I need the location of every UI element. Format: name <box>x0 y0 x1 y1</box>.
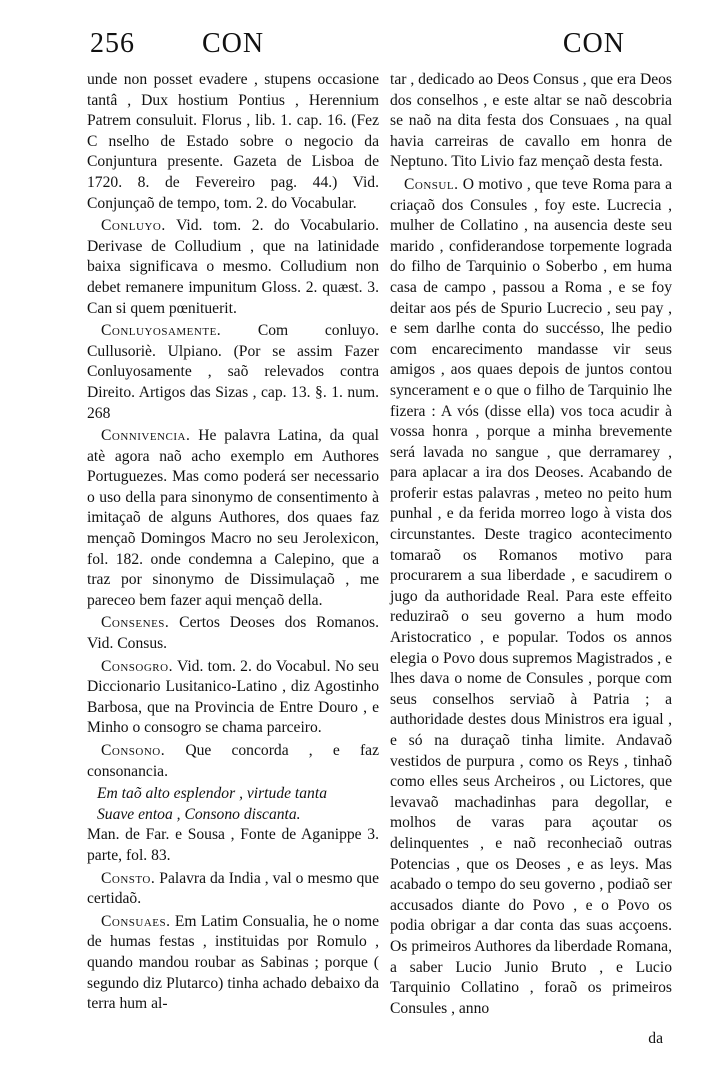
entry-connivencia: Connivencia. He palavra Latina, da qual atè agora naõ acho exemplo em Authores Portuguezes. Mas como poderá ser necessario o uso della para sinonymo de consentimento à imitaçaõ de alguns Authores, dos quaes faz mençaõ Domingos Macro no seu Jerolexicon, fol. 182. onde condemna a Calepino, que a traz por sinonymo de Dissimulaçaõ , me pareceo bem fazer aqui mençaõ della. <box>87 427 379 609</box>
verse-line: Em taõ alto esplendor , virtude tanta <box>97 785 327 803</box>
page-number: 256 <box>90 28 135 59</box>
headword: Consto. <box>101 869 156 887</box>
right-column <box>390 70 672 1021</box>
headword: Consono. <box>101 742 166 759</box>
entry-consto: Consto. Palavra da India , val o mesmo que certidaõ. <box>87 869 379 908</box>
headword: Conluyosamente. <box>101 322 222 340</box>
entry-consogro: Consogro. Vid. tom. 2. do Vocabul. No seu Diccionario Lusitanico-Latino , diz Agostinho Barbosa, que na Provincia de Entre Douro , e Minho o consogro se chama parceiro. <box>87 657 379 737</box>
page-header <box>90 28 661 68</box>
headword: Consuaes. <box>101 912 171 930</box>
running-head-left: CON <box>202 28 265 59</box>
entry-continuation: unde non posset evadere , stupens occasione tantâ , Dux hostium Pontius , Herennium Patrem consuluit. Florus , lib. 1. cap. 16. (Fez C nselho de Estado sobre o negocio da Conjuntura presente. Gazeta de Lisboa de 1720. 8. de Fevereiro pag. 44.) Vid. Conjunçaõ de tempo, tom. 2. do Vocabular. <box>87 71 379 212</box>
entry-continuation: tar , dedicado ao Deos Consus , que era Deos dos conselhos , e este altar se naõ descobria se naõ na dita festa dos Consuaes , na qual havia carreiras de cavallo em honra de Neptuno. Tito Livio faz mençaõ desta festa. <box>390 71 672 171</box>
entry-consenes: Consenes. Certos Deoses dos Romanos. Vid. Consus. <box>87 614 379 653</box>
entry-conluyosamente: Conluyosamente. Com conluyo. Cullusoriè. Ulpiano. (Por se assim Fazer Conluyosamente , saõ relevados contra Direito. Artigos das Sizas , cap. 13. §. 1. num. 268 <box>87 322 379 422</box>
headword: Consogro. <box>101 657 173 675</box>
entry-consono: Consono. Que concorda , e faz consonancia. <box>87 742 379 780</box>
headword: Connivencia. <box>101 427 191 445</box>
headword: Conluyo. <box>101 217 166 235</box>
headword: Consenes. <box>101 614 170 632</box>
entry-conluyo: Conluyo. Vid. tom. 2. do Vocabulario. Derivase de Colludium , que na latinidade baixa significava o mesmo. Colludium non debet remanere impunitum Gloss. 2. quæst. 3. Can si quem pœnituerit. <box>87 217 379 317</box>
catchword: da <box>648 1030 663 1047</box>
entry-consuaes: Consuaes. Em Latim Consualia, he o nome de humas festas , instituidas por Romulo , quando mandou roubar as Sabinas ; porque ( segundo diz Plutarco) tinha achado debaixo da terra hum al- <box>87 912 379 1013</box>
citation: Man. de Far. e Sousa , Fonte de Aganippe 3. parte, fol. 83. <box>87 826 379 864</box>
entry-consul: Consul. O motivo , que teve Roma para a criaçaõ dos Consules , foy este. Lucrecia , mulher de Collatino , na ausencia deste seu marido , confiderandose torpemente lograda do filho de Tarquinio o Soberbo , em huma casa de campo , passou a Roma , e se foy deitar aos pés de Spurio Lucrecio , seu pay , e sem darlhe conta do succésso, lhe pedio com encarecimento mandasse vir seus amigos , aos quaes depois de juntos contou syncerament e o que o filho de Tarquinio lhe fizera : A vós (disse ella) vos toca acudir à vossa honra , porque a minha brevemente será lavada no sangue , que derramarey , para aplacar a ira dos Deoses. Acabando de proferir estas palavras , meteo no peito hum punhal , e da ferida morreo logo à vista dos circunstantes. Deste tragico acontecimento tomaraõ os Romanos motivo para procurarem a sua liberdade , e sacudirem o jugo da authoridade Real. Para este effeito reduziraõ o seu governo a hum modo Aristocratico , e popular. Todos os annos elegia o Povo dous supremos Magistrados , e lhes dava o nome de Consules , porque com seus conselhos serviaõ à Patria ; a authoridade destes dous Ministros era igual , e só na duraçaõ tinha limite. Andavaõ vestidos de purpura , como os Reys , tinhaõ como elles seus Archeiros , ou Lictores, que levavaõ machadinhas para degollar, e molhos de varas para açoutar os delinquentes , e naõ reconheciaõ outras Potencias , que os Deoses , e as leys. Mas acabado o tempo do seu governo , podiaõ ser accusados diante do Povo , e o Povo os podia obrigar a dar conta das suas acçoens. Os primeiros Authores da liberdade Romana, a saber Lucio Junio Bruto , e Lucio Tarquinio Collatino , foraõ os primeiros Consules , anno <box>390 175 672 1017</box>
verse-line: Suave entoa , Consono discanta. <box>97 805 301 823</box>
left-column <box>87 70 379 1017</box>
running-head-right: CON <box>562 28 625 59</box>
headword: Consul. <box>404 175 459 193</box>
